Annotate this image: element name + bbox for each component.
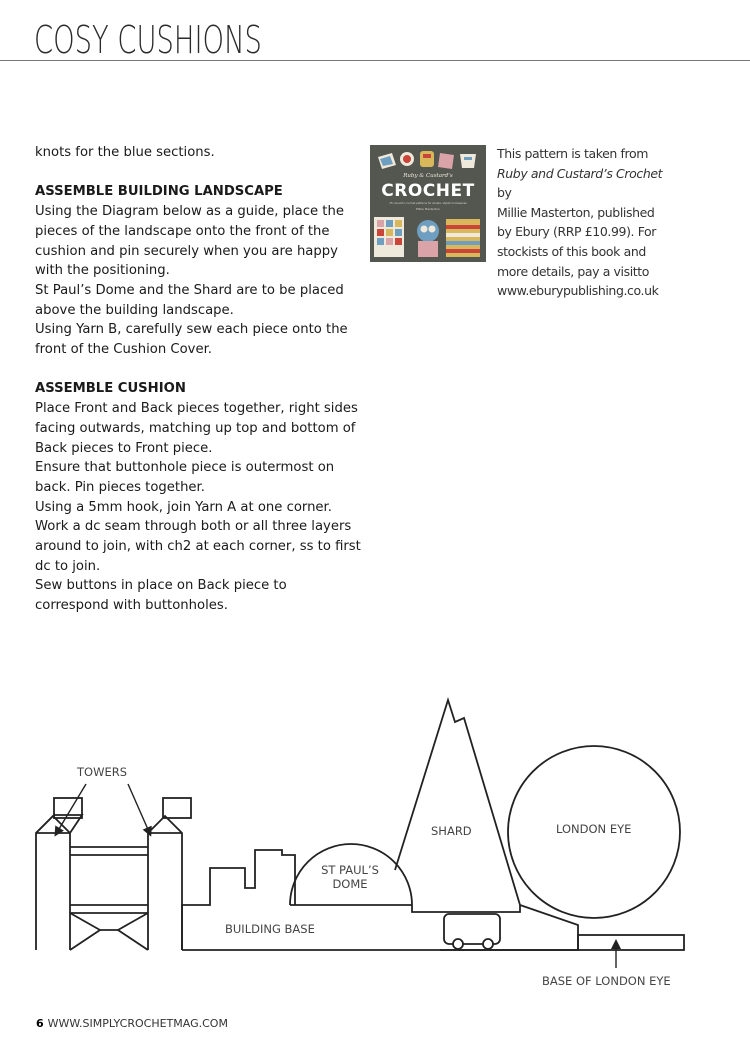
credit-line: Millie Masterton, published <box>497 204 655 220</box>
building-base-step <box>412 905 520 912</box>
label-base-of-london-eye: BASE OF LONDON EYE <box>542 974 671 988</box>
cover-crochet-item <box>418 241 438 257</box>
credit-line: stockists of this book and <box>497 243 646 259</box>
cover-granny-square <box>395 220 402 227</box>
label-st-pauls-line2: DOME <box>332 877 368 891</box>
cover-crochet-item <box>420 151 434 167</box>
label-st-pauls-line1: ST PAUL’S <box>321 863 379 877</box>
instruction-line: Using the Diagram below as a guide, place the <box>35 204 344 220</box>
cover-granny-square <box>377 220 384 227</box>
cover-granny-square <box>377 238 384 245</box>
label-towers: TOWERS <box>77 765 128 779</box>
cover-granny-square <box>395 238 402 245</box>
section-heading-assemble-cushion: ASSEMBLE CUSHION <box>35 381 186 397</box>
cover-small-title: Ruby & Custard’s <box>403 173 453 179</box>
cover-owl-eye <box>421 226 428 233</box>
cover-granny-square <box>386 220 393 227</box>
intro-line: knots for the blue sections. <box>35 145 215 160</box>
cover-stripe <box>446 233 480 237</box>
label-building-base: BUILDING BASE <box>225 922 315 936</box>
cover-stripe <box>446 225 480 229</box>
credit-line-book-title <box>497 164 677 203</box>
cover-crochet-item <box>438 153 454 169</box>
instruction-line: dc to join. <box>35 558 101 574</box>
cover-crochet-owl <box>417 220 439 242</box>
cover-crochet-item <box>423 154 431 158</box>
cover-granny-square <box>377 229 384 236</box>
bridge-strut-left <box>70 913 100 950</box>
footer-website: WWW.SIMPLYCROCHETMAG.COM <box>47 1017 228 1030</box>
book-cover-image <box>370 145 486 262</box>
label-london-eye: LONDON EYE <box>556 822 632 836</box>
instruction-line: Using a 5mm hook, join Yarn A at one corner. <box>35 499 332 515</box>
spacer <box>35 360 365 380</box>
instruction-line: Using Yarn B, carefully sew each piece onto the <box>35 322 348 338</box>
book-title: Ruby and Custard’s Crochet <box>497 165 663 181</box>
instruction-line: with the positioning. <box>35 263 170 279</box>
instruction-line: Ensure that buttonhole piece is outermost on <box>35 460 335 476</box>
credit-line: more details, pay a visitto <box>497 263 650 279</box>
cover-crochet-item <box>460 154 476 168</box>
instruction-line: Back pieces to Front piece. <box>35 440 213 456</box>
instruction-line: pieces of the landscape onto the front of the <box>35 223 330 239</box>
cover-main-title: CROCHET <box>381 181 475 201</box>
instruction-line: Sew buttons in place on Back piece to <box>35 578 287 594</box>
bridge-strut-right <box>118 913 148 950</box>
cover-stripe <box>446 241 480 245</box>
london-skyline-diagram <box>0 690 750 1000</box>
instruction-line: facing outwards, matching up top and bottom of <box>35 420 356 436</box>
instruction-line: Place Front and Back pieces together, right sides <box>35 401 358 417</box>
capsule-wheel-left <box>453 939 463 949</box>
credit-by: by <box>497 185 512 201</box>
cover-tagline: 25 colourful crochet patterns for simple, stylish homewares <box>389 202 467 205</box>
shard-outline <box>395 700 520 905</box>
page-number: 6 <box>36 1017 44 1030</box>
cover-granny-square <box>395 229 402 236</box>
cover-owl-eye <box>429 226 436 233</box>
instruction-line: around to join, with ch2 at each corner, ss to first <box>35 539 361 555</box>
instruction-line: Work a dc seam through both or all three layers <box>35 519 352 535</box>
cover-crochet-item <box>464 157 472 160</box>
credit-line-url: www.eburypublishing.co.uk <box>497 283 659 299</box>
cover-crochet-item <box>403 155 411 163</box>
book-cover-art <box>370 145 486 262</box>
instruction-line: correspond with buttonholes. <box>35 598 228 614</box>
cover-author: Millie Masterton <box>416 207 440 211</box>
spacer <box>35 163 365 183</box>
london-eye-base <box>578 935 684 950</box>
section-heading-assemble-landscape: ASSEMBLE BUILDING LANDSCAPE <box>35 184 283 200</box>
cover-granny-square <box>386 238 393 245</box>
instruction-line: cushion and pin securely when you are happy <box>35 243 338 259</box>
instruction-line: back. Pin pieces together. <box>35 479 205 495</box>
cover-granny-square <box>386 229 393 236</box>
towers-arrow-right <box>128 784 150 834</box>
instruction-line: St Paul’s Dome and the Shard are to be placed <box>35 282 344 298</box>
tower-left-outline <box>36 815 82 950</box>
tower-top-right <box>163 798 191 818</box>
cover-stripe <box>446 249 480 253</box>
header-divider <box>0 60 750 61</box>
page-footer <box>36 1017 228 1030</box>
label-shard: SHARD <box>431 824 472 838</box>
pattern-instructions <box>35 143 365 616</box>
credit-line: This pattern is taken from <box>497 146 649 161</box>
credit-line: by Ebury (RRP £10.99). For <box>497 224 657 240</box>
tower-right-outline <box>148 816 182 950</box>
book-credit-text <box>497 144 677 301</box>
instruction-line: above the building landscape. <box>35 302 234 318</box>
capsule-wheel-right <box>483 939 493 949</box>
page-header-title: COSY CUSHIONS <box>34 18 262 62</box>
instruction-line: front of the Cushion Cover. <box>35 342 212 358</box>
